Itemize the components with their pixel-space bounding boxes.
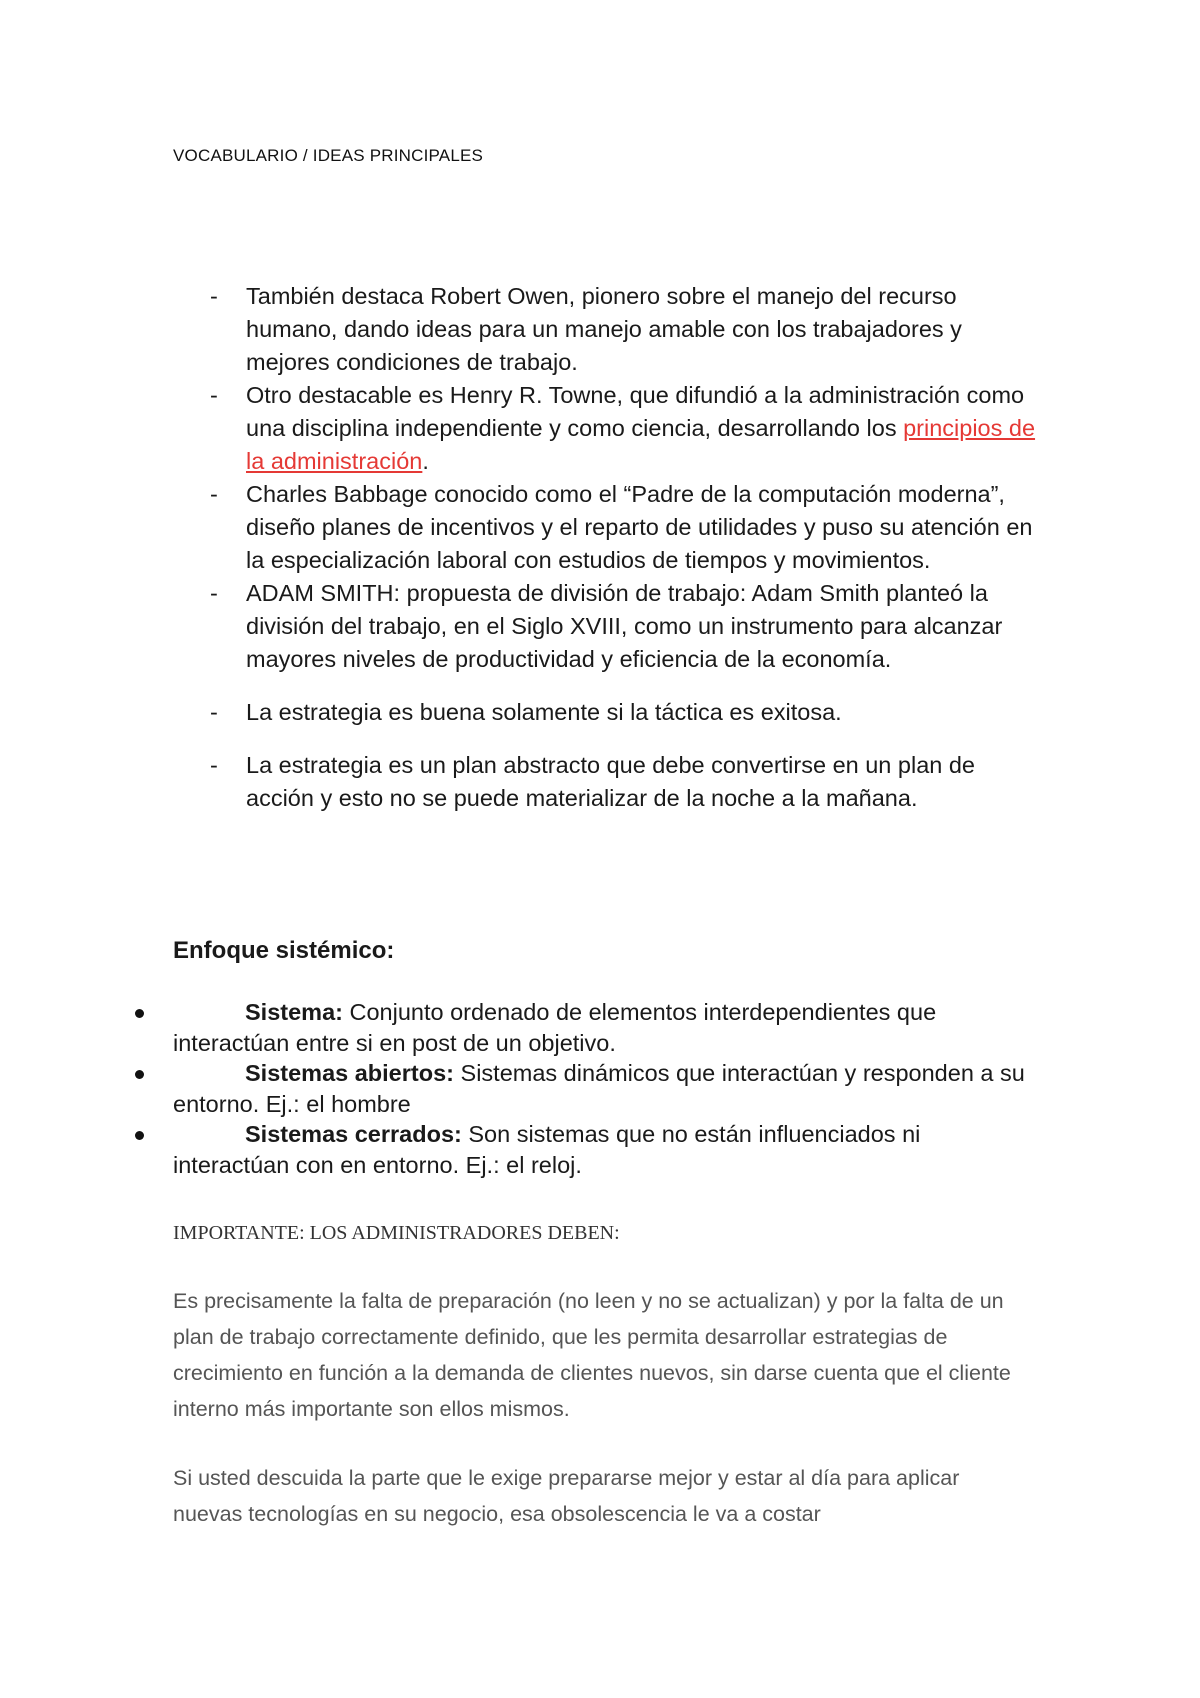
list-item xyxy=(210,379,1040,478)
list-item-text: ADAM SMITH: propuesta de división de trabajo: Adam Smith planteó la división del trabajo, en el Siglo XVIII, como un instrumento para alcanzar mayores niveles de productividad y eficiencia de la economía. xyxy=(246,580,1003,672)
term-label: Sistemas cerrados: xyxy=(245,1121,462,1147)
dash-marker: - xyxy=(210,752,218,778)
bullet-icon xyxy=(135,1070,144,1079)
paragraph: Si usted descuida la parte que le exige prepararse mejor y estar al día para aplicar nuevas tecnologías en su negocio, esa obsolescencia le va a costar xyxy=(173,1466,960,1526)
section-subheading: Enfoque sistémico: xyxy=(173,937,395,964)
term-definition: Conjunto ordenado de elementos interdependientes que interactúan entre si en post de un objetivo. xyxy=(173,999,937,1056)
dash-marker: - xyxy=(210,382,218,408)
list-item-text: Charles Babbage conocido como el “Padre de la computación moderna”, diseño planes de incentivos y el reparto de utilidades y puso su atención en la especialización laboral con estudios de tiempos y movimientos. xyxy=(246,481,1033,573)
bullet-icon xyxy=(135,1009,144,1018)
list-item xyxy=(130,1119,1040,1180)
dash-marker: - xyxy=(210,481,218,507)
term-label: Sistemas abiertos: xyxy=(245,1060,454,1086)
dash-marker: - xyxy=(210,283,218,309)
term-definition: Son sistemas que no están influenciados ni interactúan con en entorno. Ej.: el reloj. xyxy=(173,1121,921,1178)
important-heading: IMPORTANTE: LOS ADMINISTRADORES DEBEN: xyxy=(173,1222,620,1244)
list-item xyxy=(210,478,1040,577)
dash-list xyxy=(210,280,1040,815)
list-item xyxy=(210,280,1040,379)
list-item-text-end: . xyxy=(422,448,429,474)
dash-marker: - xyxy=(210,580,218,606)
list-item-text: La estrategia es un plan abstracto que debe convertirse en un plan de acción y esto no se puede materializar de la noche a la mañana. xyxy=(246,752,976,811)
list-item xyxy=(210,696,1040,729)
list-item-text: También destaca Robert Owen, pionero sobre el manejo del recurso humano, dando ideas para un manejo amable con los trabajadores y mejores condiciones de trabajo. xyxy=(246,283,962,375)
term-definition: Sistemas dinámicos que interactúan y responden a su entorno. Ej.: el hombre xyxy=(173,1060,1025,1117)
list-item xyxy=(130,1058,1040,1119)
list-item xyxy=(210,577,1040,676)
bullet-icon xyxy=(135,1131,144,1140)
list-item-text: Otro destacable es Henry R. Towne, que difundió a la administración como una disciplina independiente y como ciencia, desarrollando los xyxy=(246,382,1025,441)
term-label: Sistema: xyxy=(245,999,343,1025)
page-heading: VOCABULARIO / IDEAS PRINCIPALES xyxy=(173,146,484,165)
list-item xyxy=(130,997,1040,1058)
principios-link[interactable]: principios de la administración xyxy=(246,415,1036,474)
list-item-text: La estrategia es buena solamente si la táctica es exitosa. xyxy=(246,699,842,725)
paragraph: Es precisamente la falta de preparación (no leen y no se actualizan) y por la falta de un plan de trabajo correctamente definido, que les permita desarrollar estrategias de crecimiento en función a la demanda de clientes nuevos, sin darse cuenta que el cliente interno más importante son ellos mismos. xyxy=(173,1289,1011,1421)
bullet-list xyxy=(130,997,1040,1180)
list-item xyxy=(210,749,1040,815)
dash-marker: - xyxy=(210,699,218,725)
